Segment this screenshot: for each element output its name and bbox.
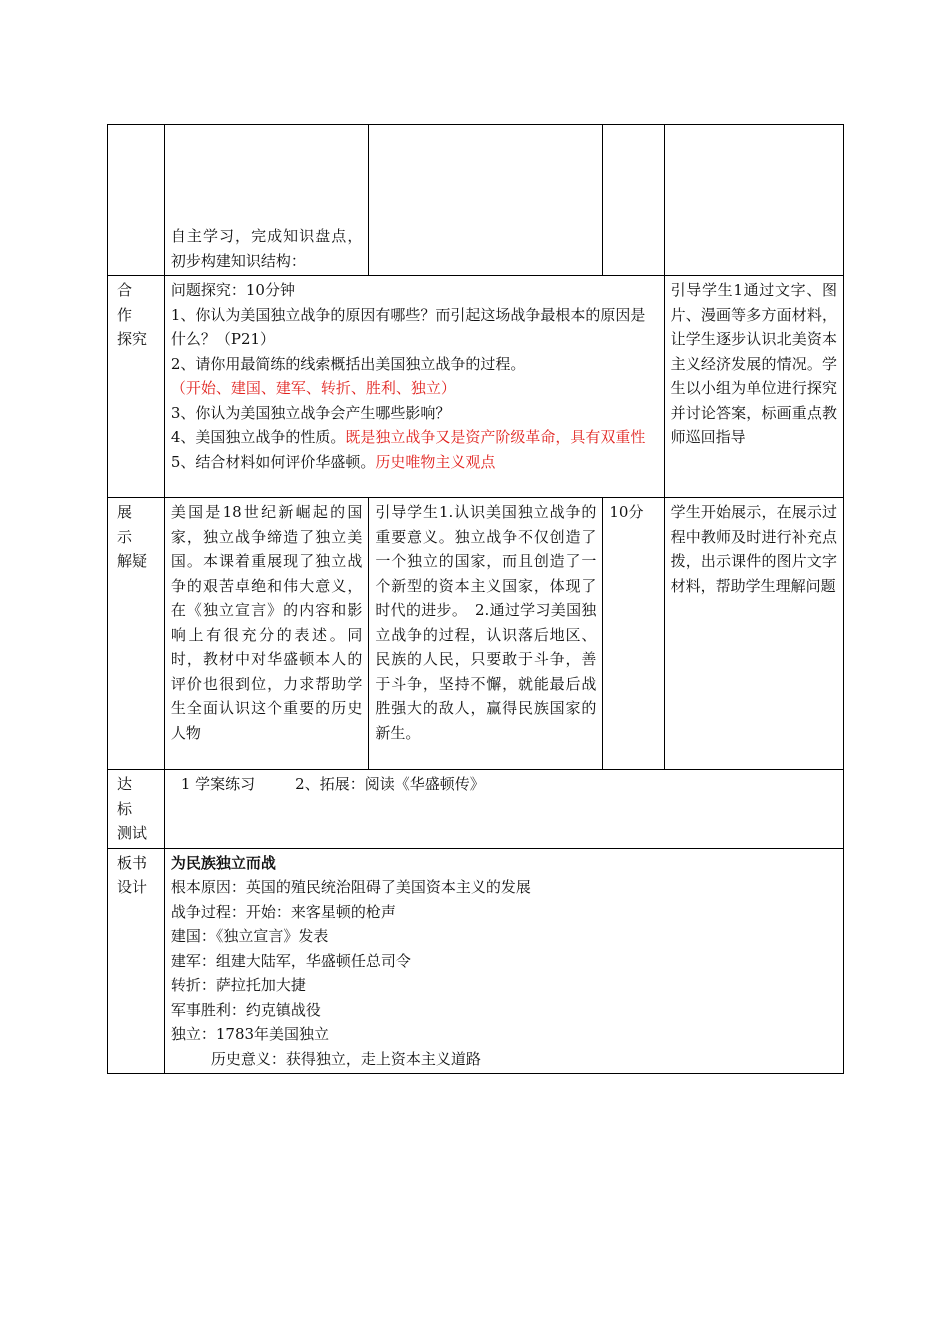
- board-label-line2: 设计: [117, 878, 148, 896]
- test-item-2: 2、拓展：阅读《华盛顿传》: [295, 775, 485, 793]
- show-label: [108, 498, 165, 770]
- show-time: 10分: [603, 498, 664, 770]
- board-significance: 历史意义：获得独立，走上资本主义道路: [210, 1049, 481, 1068]
- board-line: 根本原因：英国的殖民统治阻碍了美国资本主义的发展: [170, 878, 531, 896]
- board-line: 战争过程：开始：来客星顿的枪声: [170, 902, 396, 921]
- board-label-line1: 板书: [117, 853, 148, 872]
- board-line: 军事胜利：约克镇战役: [170, 1000, 321, 1019]
- question-2: 2、请你用最简练的线索概括出美国独立战争的过程。: [170, 354, 526, 373]
- row-self-study: [108, 125, 844, 276]
- empty-cell: [369, 125, 603, 276]
- row-show: [108, 498, 844, 770]
- question-5-block: [171, 450, 658, 475]
- cooperate-content: [164, 276, 664, 498]
- board-line: 独立：1783年美国独立: [170, 1025, 330, 1043]
- test-label: [108, 770, 165, 849]
- question-4: 4、美国独立战争的性质。: [170, 428, 346, 446]
- self-study-cell: [164, 125, 369, 276]
- test-label-line2: 测试: [117, 824, 148, 842]
- question-4-block: [171, 425, 658, 450]
- lesson-plan-table: [107, 124, 844, 1074]
- row-self-label: [108, 125, 165, 276]
- question-5-answer: 历史唯物主义观点: [375, 452, 496, 471]
- self-study-text: 自主学习，完成知识盘点，初步构建知识结构：: [170, 227, 363, 270]
- test-item-1: 1 学案练习: [180, 775, 256, 793]
- show-label-line2: 解疑: [117, 552, 148, 570]
- cooperate-label-line2: 探究: [117, 330, 148, 348]
- board-line: 建军：组建大陆军，华盛顿任总司令: [170, 951, 411, 970]
- question-4-answer: 既是独立战争又是资产阶级革命，具有双重性: [345, 428, 646, 446]
- question-5: 5、结合材料如何评价华盛顿。: [170, 452, 376, 471]
- show-content: 美国是18世纪新崛起的国家，独立战争缔造了独立美国。本课着重展现了独立战争的艰苦卓绝和伟大意义，在《独立宣言》的内容和影响上有很充分的表述。同时，教材中对华盛顿本人的评价也很到位，力求帮助学生全面认识这个重要的历史人物: [164, 498, 369, 770]
- test-content: [164, 770, 843, 849]
- test-label-line1: 达 标: [117, 775, 148, 818]
- board-content: [164, 848, 843, 1074]
- board-label: [108, 848, 165, 1074]
- row-test: [108, 770, 844, 849]
- cooperate-label-line1: 合 作: [117, 281, 148, 324]
- board-line: 转折：萨拉托加大捷: [170, 976, 306, 994]
- question-2-answer: （开始、建国、建军、转折、胜利、独立）: [170, 379, 456, 397]
- cooperate-label: [108, 276, 165, 498]
- show-label-line1: 展 示: [117, 503, 148, 546]
- row-cooperate: [108, 276, 844, 498]
- empty-cell: [664, 125, 843, 276]
- empty-cell: [603, 125, 664, 276]
- question-3: 3、你认为美国独立战争会产生哪些影响？: [170, 403, 451, 422]
- show-guide: 学生开始展示，在展示过程中教师及时进行补充点拨，出示课件的图片文字材料，帮助学生理解问题: [664, 498, 843, 770]
- cooperate-guide: 引导学生1通过文字、图片、漫画等多方面材料，让学生逐步认识北美资本主义经济发展的情况。学生以小组为单位进行探究并讨论答案，标画重点教师巡回指导: [664, 276, 843, 498]
- show-goal: 引导学生1.认识美国独立战争的重要意义。独立战争不仅创造了一个独立的国家，而且创造了一个新型的资本主义国家，体现了时代的进步。 2.通过学习美国独立战争的过程，认识落后地区、民族的人民，只要敢于斗争，善于斗争，坚持不懈，就能最后战胜强大的敌人，赢得民族国家的新生。: [369, 498, 603, 770]
- cooperate-title: 问题探究：10分钟: [170, 281, 295, 299]
- question-1: 1、你认为美国独立战争的原因有哪些？而引起这场战争最根本的原因是什么？（P21）: [170, 305, 646, 348]
- row-board: [108, 848, 844, 1074]
- board-line: 建国：《独立宣言》发表: [170, 927, 329, 945]
- board-title: 为民族独立而战: [170, 853, 276, 872]
